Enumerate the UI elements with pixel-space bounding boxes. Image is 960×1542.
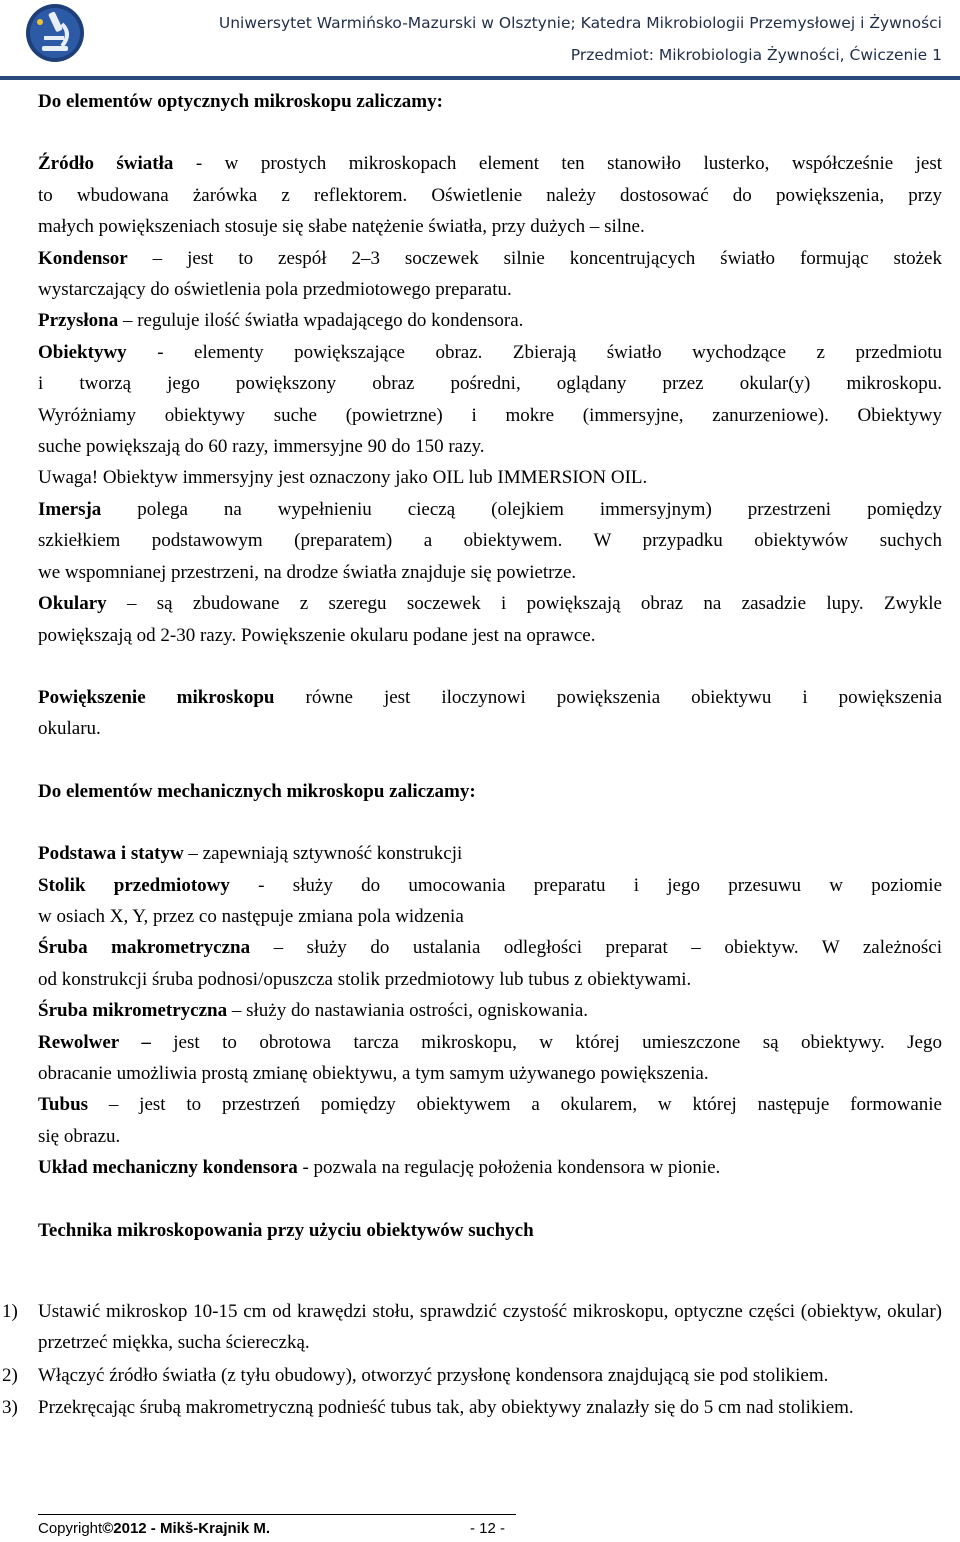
procedure-list <box>0 1296 942 1425</box>
term: Okulary <box>38 593 107 615</box>
paragraph-fine-focus: Śruba mikrometryczna – służy do nastawiania ostrości, ogniskowania. <box>38 1000 589 1022</box>
term: Kondensor <box>38 247 128 269</box>
list-text: Włączyć źródło światła (z tyłu obudowy), otworzyć przysłonę kondensora znajdującą sie pod stolikiem. <box>38 1364 829 1386</box>
term: Rewolwer – <box>38 1031 151 1053</box>
list-number: 1) <box>2 1301 18 1322</box>
list-number: 2) <box>2 1364 18 1386</box>
section-heading-mechanical: Do elementów mechanicznych mikroskopu zaliczamy: <box>38 780 476 802</box>
spacer <box>38 651 942 682</box>
paragraph-stage: Stolik przedmiotowy - służy do umocowania preparatu i jego przesuwu w poziomie w osiach X, Y, przez co następuje zmiana pola widzenia <box>38 874 942 927</box>
paragraph-diaphragm: Przysłona – reguluje ilość światła wpadającego do kondensora. <box>38 310 524 332</box>
spacer <box>38 745 942 776</box>
paragraph-tube: Tubus – jest to przestrzeń pomiędzy obiektywem a okularem, w której następuje formowanie się obrazu. <box>38 1094 942 1147</box>
paragraph-light-source: Źródło światła - w prostych mikroskopach element ten stanowiło lusterko, współcześnie jest to wbudowana żarówka z reflektorem. Oświetlenie należy dostosować do powiększenia, przy małych powiększeniach stosuje się słabe natężenie światła, przy dużych – silne. <box>38 153 943 238</box>
spacer <box>38 807 942 838</box>
paragraph-condenser-mechanism: Układ mechaniczny kondensora - pozwala na regulację położenia kondensora w pionie. <box>38 1157 721 1179</box>
term: Stolik przedmiotowy <box>38 874 230 896</box>
page-header <box>0 0 960 88</box>
footer-copyright: Copyright©2012 - Mikš-Krajnik M. <box>38 1520 270 1537</box>
paragraph-objectives: Obiektywy - elementy powiększające obraz. Zbierają światło wychodzące z przedmiotu i tworzą jego powiększony obraz pośredni, oglądany przez okular(y) mikroskopu. Wyróżniamy obiektywy suche (powietrzne) i mokre (immersyjne, zanurzeniowe). Obiektywy suche powiększają do 60 razy, immersyjne 90 do 150 razy. Uwaga! Obiektyw immersyjny jest oznaczony jako OIL lub IMMERSION OIL. <box>38 341 942 489</box>
term: Tubus <box>38 1094 89 1116</box>
term: Śruba mikrometryczna <box>38 1000 228 1022</box>
page-number: - 12 - <box>470 1520 506 1537</box>
list-item <box>0 1296 942 1359</box>
paragraph-eyepieces: Okulary – są zbudowane z szeregu soczewek i powiększają obraz na zasadzie lupy. Zwykle powiększają od 2-30 razy. Powiększenie okularu podane jest na oprawce. <box>38 593 942 646</box>
list-number: 3) <box>2 1397 18 1419</box>
footer-divider <box>38 1514 516 1515</box>
header-subject: Przedmiot: Mikrobiologia Żywności, Ćwiczenie 1 <box>570 46 942 64</box>
microscope-logo-icon <box>24 2 86 64</box>
term: Przysłona <box>38 310 119 332</box>
list-item <box>0 1392 942 1423</box>
paragraph-revolver: Rewolwer – jest to obrotowa tarcza mikroskopu, w której umieszczone są obiektywy. Jego obracanie umożliwia prostą zmianę obiektywu, a tym samym używanego powiększenia. <box>38 1031 942 1084</box>
term: Imersja <box>38 498 102 520</box>
spacer <box>38 117 942 148</box>
spacer <box>38 1184 942 1215</box>
header-institution: Uniwersytet Warmińsko-Mazurski w Olsztynie; Katedra Mikrobiologii Przemysłowej i Żywności <box>218 14 942 32</box>
copyright-symbol: © <box>102 1520 114 1537</box>
list-text: Przekręcając śrubą makrometryczną podnieść tubus tak, aby obiektywy znalazły się do 5 cm nad stolikiem. <box>38 1397 854 1419</box>
header-divider <box>0 76 960 80</box>
paragraph-condenser: Kondensor – jest to zespół 2–3 soczewek silnie koncentrujących światło formując stożek wystarczający do oświetlenia pola przedmiotowego preparatu. <box>38 247 942 301</box>
paragraph-immersion: Imersja polega na wypełnieniu cieczą (olejkiem immersyjnym) przestrzeni pomiędzy szkiełkiem podstawowym (preparatem) a obiektywem. W przypadku obiektywów suchych we wspomnianej przestrzeni, na drodze światła znajduje się powietrze. <box>38 498 942 583</box>
section-heading-technique: Technika mikroskopowania przy użyciu obiektywów suchych <box>38 1219 534 1241</box>
term: Śruba makrometryczna <box>38 937 251 959</box>
term: Podstawa i statyw <box>38 843 184 865</box>
term: Układ mechaniczny kondensora <box>38 1157 298 1179</box>
list-text: Ustawić mikroskop 10-15 cm od krawędzi stołu, sprawdzić czystość mikroskopu, optyczne części (obiektyw, okular) przetrzeć miękka, sucha ściereczką. <box>38 1301 942 1354</box>
paragraph-magnification: Powiększenie mikroskopu równe jest iloczynowi powiększenia obiektywu i powiększenia okularu. <box>38 686 942 740</box>
term: Powiększenie mikroskopu <box>38 686 275 708</box>
list-item <box>0 1360 942 1391</box>
document-body <box>38 86 942 1246</box>
paragraph-base-stand: Podstawa i statyw – zapewniają sztywność konstrukcji <box>38 843 463 865</box>
term: Źródło światła <box>38 153 174 175</box>
section-heading-optical: Do elementów optycznych mikroskopu zaliczamy: <box>38 91 443 112</box>
paragraph-coarse-focus: Śruba makrometryczna – służy do ustalania odległości preparat – obiektyw. W zależności od konstrukcji śruba podnosi/opuszcza stolik przedmiotowy lub tubus z obiektywami. <box>38 937 942 990</box>
term: Obiektywy <box>38 341 127 363</box>
